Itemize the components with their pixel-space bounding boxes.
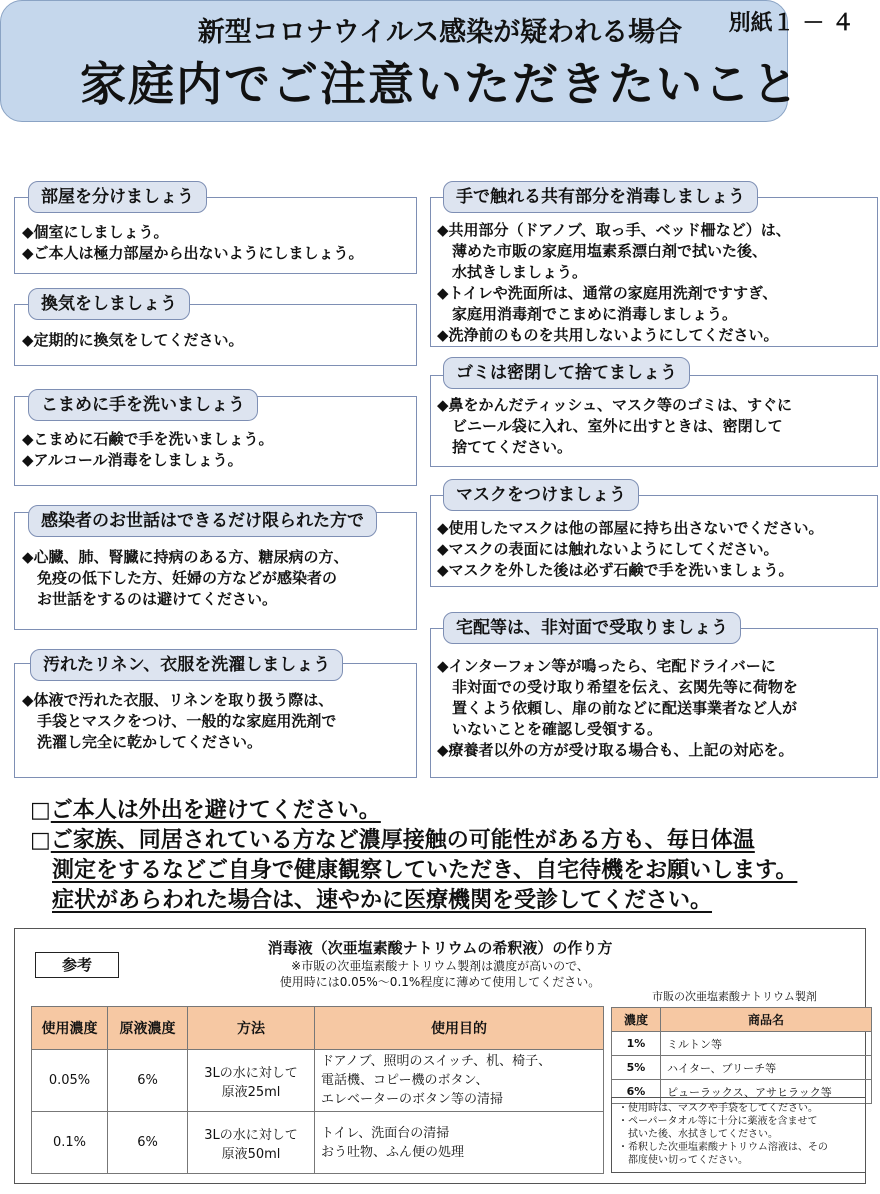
cell-concentration: 0.1% (32, 1112, 108, 1174)
col-header: 原液濃度 (108, 1007, 188, 1050)
section-heading: 手で触れる共有部分を消毒しましょう (443, 181, 758, 213)
section-heading: ゴミは密閉して捨てましょう (443, 357, 690, 389)
table-row (32, 1050, 604, 1112)
section-body (437, 395, 792, 458)
notice-line (52, 886, 712, 916)
col-header: 使用濃度 (32, 1007, 108, 1050)
section-body (437, 656, 798, 761)
section-line: ◆インターフォン等が鳴ったら、宅配ドライバーに (437, 657, 776, 675)
notice-text: 症状があらわれた場合は、速やかに医療機関を受診してください。 (52, 888, 713, 913)
section-body (22, 330, 244, 351)
section-heading: こまめに手を洗いましょう (28, 389, 258, 421)
title-subtitle: 新型コロナウイルス感染が疑われる場合 (197, 17, 683, 48)
section-line: 家庭用消毒剤でこまめに消毒しましょう。 (437, 305, 738, 323)
section-line: ◆マスクの表面には触れないようにしてください。 (437, 540, 779, 558)
section-body (437, 518, 824, 581)
section-line: 水拭きしましょう。 (437, 263, 588, 281)
section-body (22, 429, 274, 471)
products-caption: 市販の次亜塩素酸ナトリウム製剤 (652, 990, 817, 1003)
caution-line: 都度使い切ってください。 (618, 1155, 748, 1166)
checkbox-icon: □ (30, 798, 51, 823)
section-line: 洗濯し完全に乾かしてください。 (22, 733, 263, 751)
section-heading: 感染者のお世話はできるだけ限られた方で (28, 505, 377, 537)
section-body (22, 547, 349, 610)
cell-product: ハイター、ブリーチ等 (661, 1056, 872, 1080)
caution-line: 拭いた後、水拭きしてください。 (618, 1129, 778, 1140)
section-line: ◆トイレや洗面所は、通常の家庭用洗剤ですすぎ、 (437, 284, 778, 302)
notice-text: 測定をするなどご自身で健康観察していただき、自宅待機をお願いします。 (52, 858, 798, 883)
document-label: 別紙１ － ４ (728, 11, 854, 36)
col-header: 濃度 (612, 1008, 661, 1032)
section-line: ◆マスクを外した後は必ず石鹸で手を洗いましょう。 (437, 561, 794, 579)
reference-tag: 参考 (35, 952, 119, 978)
recipe-note (230, 958, 650, 990)
recipe-title: 消毒液（次亜塩素酸ナトリウムの希釈液）の作り方 (267, 939, 613, 957)
cell-purpose: ドアノブ、照明のスイッチ、机、椅子、 電話機、コピー機のボタン、 エレベーターのボタン等の清掃 (315, 1050, 604, 1112)
page-title: 家庭内でご注意いただきたいこと (80, 57, 800, 111)
cell-purpose: トイレ、洗面台の清掃 おう吐物、ふん便の処理 (315, 1112, 604, 1174)
caution-line: ・使用時は、マスクや手袋をしてください。 (618, 1103, 818, 1114)
cell-product: ミルトン等 (661, 1032, 872, 1056)
section-line: ◆洗浄前のものを共用しないようにしてください。 (437, 326, 779, 344)
table-row (612, 1032, 872, 1056)
section-line: ◆共用部分（ドアノブ、取っ手、ベッド柵など）は、 (437, 221, 791, 239)
section-line: 薄めた市販の家庭用塩素系漂白剤で拭いた後、 (437, 242, 768, 260)
section-heading: 換気をしましょう (28, 288, 190, 320)
note-line: ※市販の次亜塩素酸ナトリウム製剤は濃度が高いので、 (291, 959, 589, 973)
usage-cautions (611, 1097, 866, 1173)
section-line: いないことを確認し受領する。 (437, 720, 663, 738)
section-body (437, 220, 791, 346)
cell-stock: 6% (108, 1112, 188, 1174)
section-line: ビニール袋に入れ、室外に出すときは、密閉して (437, 417, 783, 435)
notice-text: ご家族、同居されている方など濃厚接触の可能性がある方も、毎日体温 (50, 828, 755, 853)
section-line: ◆ご本人は極力部屋から出ないようにしましょう。 (22, 244, 364, 262)
checkbox-icon: □ (30, 828, 51, 853)
section-heading: マスクをつけましょう (443, 479, 639, 511)
section-heading: 宅配等は、非対面で受取りましょう (443, 612, 741, 644)
cell-product: ピューラックス、アサヒラック等 (661, 1080, 872, 1104)
note-line: 使用時には0.05%～0.1%程度に薄めて使用してください。 (279, 975, 601, 989)
section-line: ◆鼻をかんだティッシュ、マスク等のゴミは、すぐに (437, 396, 793, 414)
section-line: ◆アルコール消毒をしましょう。 (22, 451, 243, 469)
notice-text: ご本人は外出を避けてください。 (50, 798, 381, 823)
section-line: 置くよう依頼し、扉の前などに配送事業者など人が (437, 699, 798, 717)
cell-method: 3Lの水に対して 原液25ml (188, 1050, 315, 1112)
section-heading: 部屋を分けましょう (28, 181, 207, 213)
section-line: ◆使用したマスクは他の部屋に持ち出さないでください。 (437, 519, 824, 537)
notice-line (52, 856, 797, 886)
cell-concentration: 6% (612, 1080, 661, 1104)
section-line: 免疫の低下した方、妊婦の方などが感染者の (22, 569, 338, 587)
cell-method: 3Lの水に対して 原液50ml (188, 1112, 315, 1174)
cell-stock: 6% (108, 1050, 188, 1112)
caution-line: ・希釈した次亜塩素酸ナトリウム溶液は、その (618, 1142, 828, 1153)
section-line: 非対面での受け取り希望を伝え、玄関先等に荷物を (437, 678, 798, 696)
section-line: ◆定期的に換気をしてください。 (22, 331, 244, 349)
section-line: お世話をするのは避けてください。 (22, 590, 278, 608)
section-body (22, 690, 336, 753)
section-line: ◆心臓、肺、腎臓に持病のある方、糖尿病の方、 (22, 548, 349, 566)
cell-concentration: 5% (612, 1056, 661, 1080)
col-header: 商品名 (661, 1008, 872, 1032)
table-row (612, 1056, 872, 1080)
section-line: ◆療養者以外の方が受け取る場合も、上記の対応を。 (437, 741, 794, 759)
table-row (32, 1112, 604, 1174)
notice-line (30, 796, 381, 826)
section-line: ◆こまめに石鹸で手を洗いましょう。 (22, 430, 274, 448)
section-line: 手袋とマスクをつけ、一般的な家庭用洗剤で (22, 712, 337, 730)
dilution-table (31, 1006, 604, 1174)
caution-line: ・ペーパータオル等に十分に薬液を含ませて (618, 1116, 818, 1127)
products-table (611, 1007, 872, 1104)
section-line: 捨ててください。 (437, 438, 573, 456)
section-line: ◆個室にしましょう。 (22, 223, 169, 241)
cell-concentration: 1% (612, 1032, 661, 1056)
cell-concentration: 0.05% (32, 1050, 108, 1112)
col-header: 方法 (188, 1007, 315, 1050)
notice-line (30, 826, 755, 856)
section-heading: 汚れたリネン、衣服を洗濯しましょう (30, 649, 343, 681)
section-body (22, 222, 364, 264)
section-line: ◆体液で汚れた衣服、リネンを取り扱う際は、 (22, 691, 334, 709)
col-header: 使用目的 (315, 1007, 604, 1050)
